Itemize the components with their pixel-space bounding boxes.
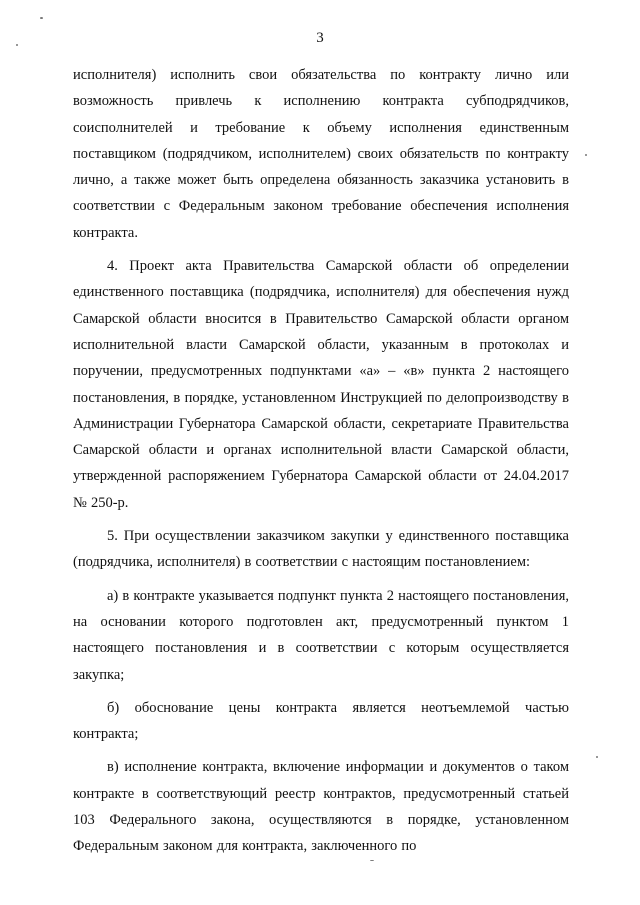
subparagraph-b: б) обоснование цены контракта является неотъемлемой частью контракта;: [73, 699, 569, 743]
scan-speck: [596, 756, 598, 758]
paragraph-continuation: исполнителя) исполнить свои обязательства по контракту лично или возможность привлечь к исполнению контракта субподрядчиков, соисполнителей и требование к объему исполнения единственным поставщиком (подрядчиком, исполнителем) своих обязательств по контракту лично, а также может быть определена обязанность заказчика установить в соответствии с Федеральным законом требование обеспечения исполнения контракта.: [73, 67, 569, 241]
paragraph-item-5: 5. При осуществлении заказчиком закупки у единственного поставщика (подрядчика, исполнителя) в соответствии с настоящим постановлением:: [73, 528, 569, 571]
scan-speck: [585, 154, 587, 156]
paragraph-item-4: 4. Проект акта Правительства Самарской области об определении единственного поставщика (подрядчика, исполнителя) для обеспечения нужд Самарской области вносится в Правительство Самарской области органом исполнительной власти Самарской области, указанным в протоколах и поручении, предусмотренных подпунктами «а» – «в» пункта 2 настоящего постановления, в порядке, установленном Инструкцией по делопроизводству в Администрации Губернатора Самарской области, секретариате Правительства Самарской области и органах исполнительной власти Самарской области, утвержденной распоряжением Губернатора Самарской области от 24.04.2017 № 250-р.: [73, 258, 569, 511]
scan-speck: [370, 860, 374, 861]
subparagraph-v: в) исполнение контракта, включение информации и документов о таком контракте в соответствующий реестр контрактов, предусмотренный статьей 103 Федерального закона, осуществляются в порядке, установленном Федеральным законом для контракта, заключенного по: [73, 759, 569, 855]
document-body: [73, 62, 569, 867]
page-number: 3: [316, 30, 324, 46]
subparagraph-a: а) в контракте указывается подпункт пункта 2 настоящего постановления, на основании которого подготовлен акт, предусмотренный пунктом 1 настоящего постановления и в соответствии с которым осуществляется закупка;: [73, 587, 569, 683]
scan-speck: [16, 44, 18, 46]
scan-speck: [40, 17, 43, 19]
